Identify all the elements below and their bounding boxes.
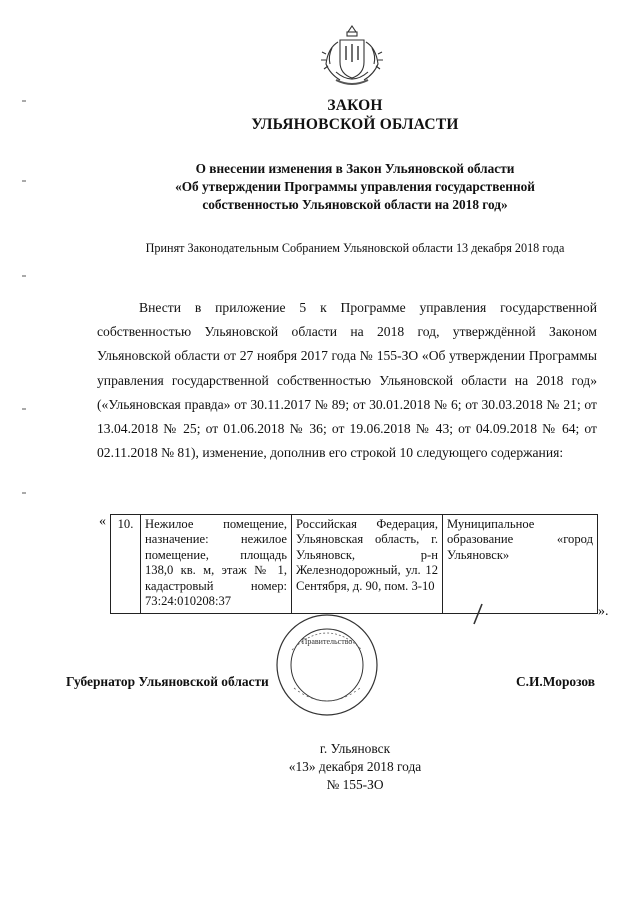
footer-number: № 155-ЗО (326, 777, 384, 792)
footer-city: г. Ульяновск (319, 741, 391, 756)
signer-name: С.И.Морозов (516, 674, 595, 689)
subtitle-line1: О внесении изменения в Закон Ульяновской области (195, 161, 515, 176)
coat-of-arms-emblem (316, 22, 388, 88)
footer-date: «13» декабря 2018 года (288, 759, 422, 774)
law-title-line1: ЗАКОН (327, 97, 383, 114)
scan-artifact (22, 492, 26, 494)
close-quote: ». (598, 604, 609, 619)
open-quote: « (99, 514, 106, 529)
law-subtitle (0, 160, 640, 214)
law-title-line2: УЛЬЯНОВСКОЙ ОБЛАСТИ (251, 116, 459, 133)
adoption-note: Принят Законодательным Собранием Ульяновской области 13 декабря 2018 года (145, 241, 565, 255)
table-row (111, 515, 598, 614)
seal-text: Правительство (301, 637, 353, 646)
scan-artifact (22, 408, 26, 410)
row-recipient: Муниципальное образование «город Ульяновск» (443, 515, 598, 614)
body-paragraph: Внести в приложение 5 к Программе управления государственной собственностью Ульяновской области на 2018 год, утверждённой Законом Ульяновской области от 27 ноября 2017 года № 155-ЗО «Об утверждении Программы управления государственной собственностью Ульяновской области на 2018 год» («Ульяновская правда» от 30.11.2017 № 89; от 30.01.2018 № 6; от 30.03.2018 № 21; от 13.04.2018 № 25; от 01.06.2018 № 36; от 19.06.2018 № 43; от 04.09.2018 № 64; от 02.11.2018 № 81), изменение, дополнив его строкой 10 следующего содержания: (97, 300, 597, 461)
subtitle-line2: «Об утверждении Программы управления государственной (175, 179, 535, 194)
handwritten-check-mark (466, 602, 488, 626)
row-object: Нежилое помещение, назначение: нежилое помещение, площадь 138,0 кв. м, этаж № 1, кадастровый номер: 73:24:010208:37 (141, 515, 292, 614)
row-address: Российская Федерация, Ульяновская область, г. Ульяновск, р-н Железнодорожный, ул. 12 Сентября, д. 90, пом. 3-10 (292, 515, 443, 614)
subtitle-line3: собственностью Ульяновской области на 2018 год» (202, 197, 508, 212)
row-number: 10. (111, 515, 141, 614)
law-title (0, 96, 640, 134)
scan-artifact (22, 275, 26, 277)
scan-artifact (22, 180, 26, 182)
scan-artifact (22, 100, 26, 102)
governor-title: Губернатор Ульяновской области (66, 674, 269, 689)
amendment-table (110, 514, 598, 614)
document-footer (0, 740, 640, 794)
official-seal (272, 610, 382, 720)
